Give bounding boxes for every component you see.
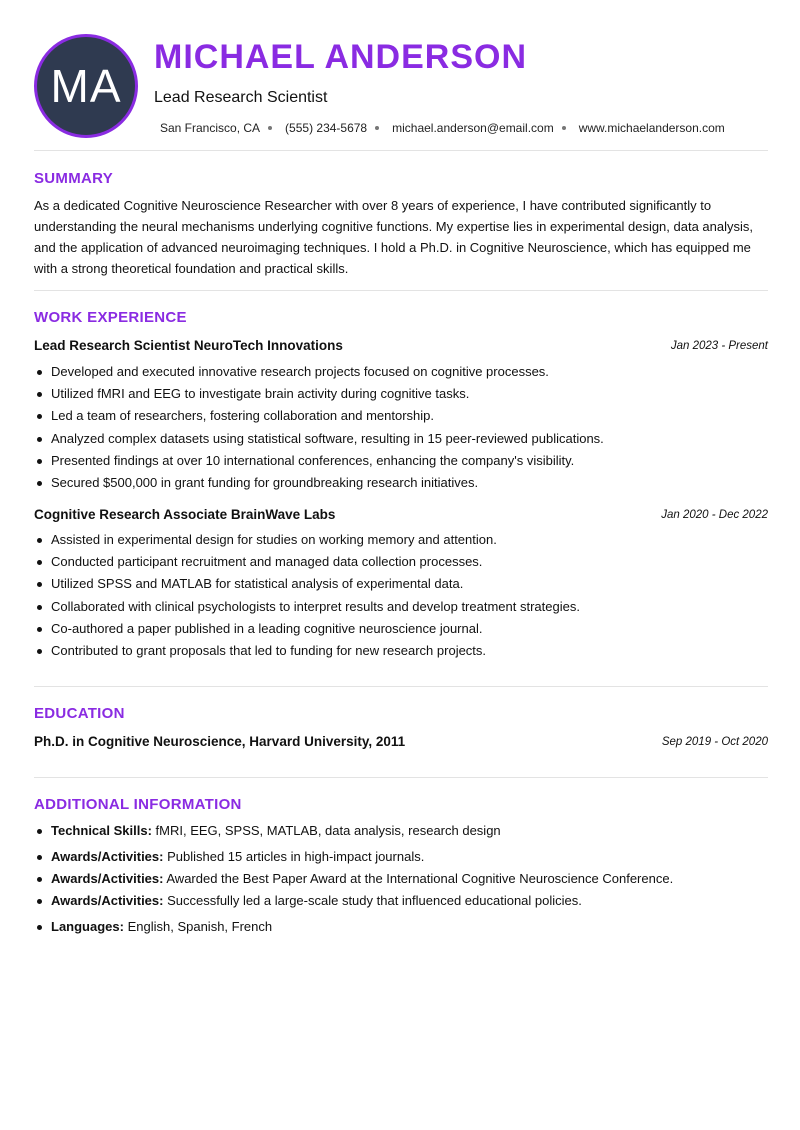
- avatar-initials: MA: [50, 60, 122, 112]
- list-item: Presented findings at over 10 international conferences, enhancing the company's visibility.: [34, 450, 768, 472]
- list-item: Developed and executed innovative research projects focused on cognitive processes.: [34, 361, 768, 383]
- job-header: [34, 338, 768, 356]
- info-value: English, Spanish, French: [123, 919, 273, 934]
- job-bullet-list: [34, 361, 768, 494]
- contact-phone: (555) 234-5678: [285, 121, 368, 135]
- candidate-role: Lead Research Scientist: [154, 89, 328, 106]
- job-title: Cognitive Research Associate BrainWave Labs: [34, 507, 336, 522]
- list-item: [34, 890, 768, 912]
- additional-info-list: [34, 820, 768, 938]
- separator-dot: [562, 126, 566, 130]
- candidate-name: MICHAEL ANDERSON: [154, 38, 528, 76]
- contact-info: [160, 121, 725, 135]
- list-item: [34, 846, 768, 868]
- job-header: [34, 507, 768, 525]
- contact-location: San Francisco, CA: [160, 121, 261, 135]
- job-bullet-list: [34, 529, 768, 662]
- summary-text: As a dedicated Cognitive Neuroscience Researcher with over 8 years of experience, I have contributed significantly to understanding the neural mechanisms underlying cognitive functions. My expertise lies in experimental design, data analysis, and the application of advanced neuroimaging techniques. I hold a Ph.D. in Cognitive Neuroscience, which has equipped me with a strong theoretical foundation and practical skills.: [34, 198, 754, 276]
- education-heading: EDUCATION: [34, 705, 125, 722]
- contact-email: michael.anderson@email.com: [392, 121, 554, 135]
- info-label: Awards/Activities:: [51, 849, 164, 864]
- info-label: Technical Skills:: [51, 823, 152, 838]
- avatar: [34, 34, 138, 138]
- list-item: Assisted in experimental design for studies on working memory and attention.: [34, 529, 768, 551]
- info-label: Awards/Activities:: [51, 871, 164, 886]
- section-divider: [34, 150, 768, 151]
- work-experience-heading: WORK EXPERIENCE: [34, 309, 187, 326]
- list-item: Utilized SPSS and MATLAB for statistical analysis of experimental data.: [34, 573, 768, 595]
- section-divider: [34, 290, 768, 291]
- education-degree: Ph.D. in Cognitive Neuroscience, Harvard University, 2011: [34, 734, 406, 749]
- job-date: Jan 2020 - Dec 2022: [661, 509, 768, 521]
- list-item: Conducted participant recruitment and managed data collection processes.: [34, 551, 768, 573]
- separator-dot: [268, 126, 272, 130]
- list-item: Secured $500,000 in grant funding for groundbreaking research initiatives.: [34, 472, 768, 494]
- info-label: Awards/Activities:: [51, 893, 164, 908]
- job-date: Jan 2023 - Present: [670, 340, 768, 352]
- additional-info-heading: ADDITIONAL INFORMATION: [34, 796, 242, 813]
- list-item: [34, 820, 768, 842]
- contact-website: www.michaelanderson.com: [578, 121, 725, 135]
- list-item: [34, 916, 768, 938]
- list-item: Analyzed complex datasets using statistical software, resulting in 15 peer-reviewed publications.: [34, 428, 768, 450]
- info-value: Successfully led a large-scale study that influenced educational policies.: [163, 893, 582, 908]
- list-item: Led a team of researchers, fostering collaboration and mentorship.: [34, 405, 768, 427]
- info-value: Published 15 articles in high-impact journals.: [163, 849, 425, 864]
- resume-header: [34, 34, 768, 138]
- education-entry: [34, 734, 768, 752]
- list-item: Collaborated with clinical psychologists to interpret results and develop treatment strategies.: [34, 596, 768, 618]
- info-label: Languages:: [51, 919, 124, 934]
- list-item: Contributed to grant proposals that led to funding for new research projects.: [34, 640, 768, 662]
- section-divider: [34, 686, 768, 687]
- list-item: Co-authored a paper published in a leading cognitive neuroscience journal.: [34, 618, 768, 640]
- info-value: fMRI, EEG, SPSS, MATLAB, data analysis, research design: [151, 823, 501, 838]
- separator-dot: [375, 126, 379, 130]
- section-divider: [34, 777, 768, 778]
- list-item: [34, 868, 768, 890]
- list-item: Utilized fMRI and EEG to investigate brain activity during cognitive tasks.: [34, 383, 768, 405]
- job-title: Lead Research Scientist NeuroTech Innovations: [34, 338, 343, 353]
- summary-heading: SUMMARY: [34, 170, 114, 187]
- education-date: Sep 2019 - Oct 2020: [661, 736, 768, 748]
- info-value: Awarded the Best Paper Award at the International Cognitive Neuroscience Conference.: [163, 871, 674, 886]
